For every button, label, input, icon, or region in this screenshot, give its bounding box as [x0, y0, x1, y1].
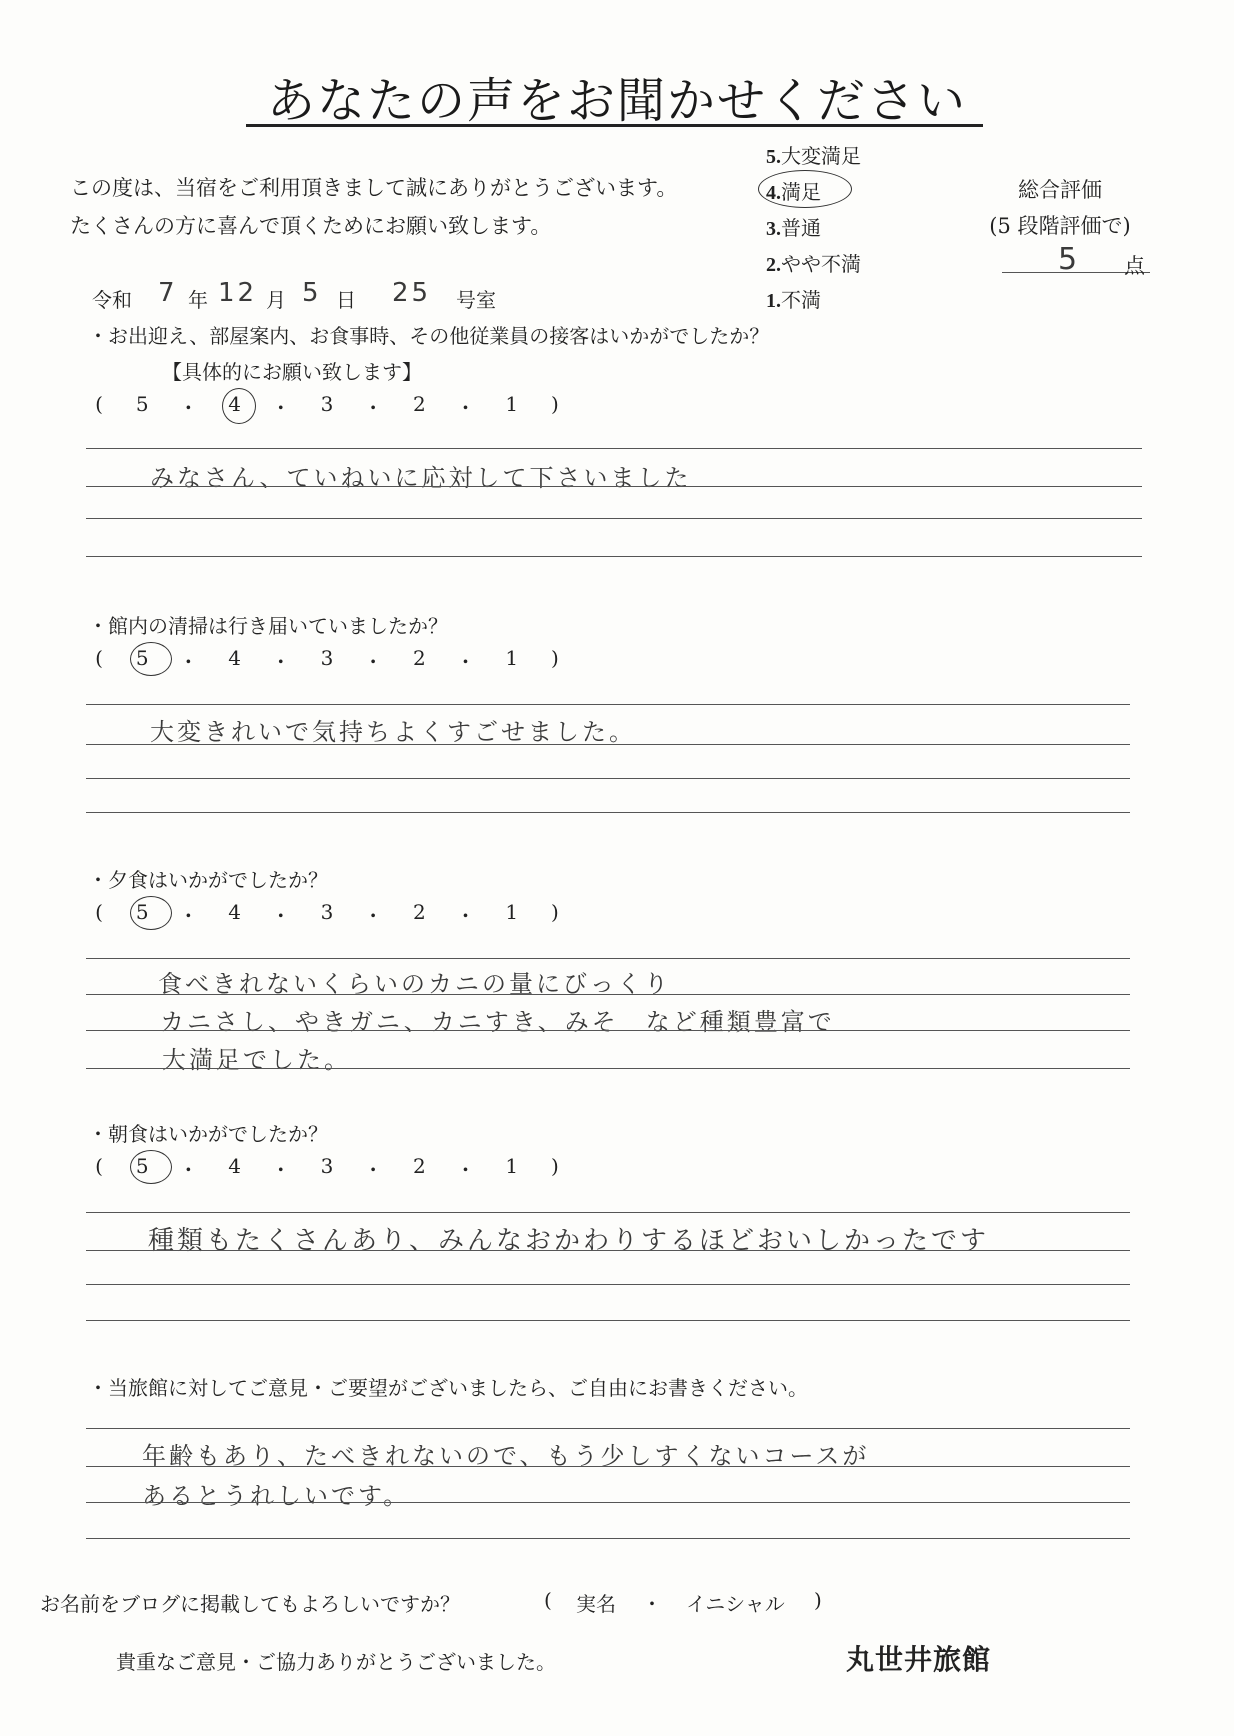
blog-close-paren: ) [814, 1588, 822, 1612]
scale-item-2: 2.やや不満 [766, 252, 861, 276]
rating-breakfast: ( 5 ・ 4 ・ 3 ・ 2 ・ 1 ) [95, 1154, 559, 1182]
answer-breakfast-line-1: 種類もたくさんあり、みんなおかわりするほどおいしかったです [148, 1226, 990, 1256]
scale-item-3: 3.普通 [766, 216, 821, 240]
answer-line [86, 958, 1130, 959]
overall-score: 5 [1058, 242, 1081, 277]
answer-line [86, 486, 1142, 487]
question-breakfast: ・朝食はいかがでしたか？ [88, 1122, 328, 1146]
question-dinner: ・夕食はいかがでしたか？ [88, 868, 328, 892]
answer-line [86, 812, 1130, 813]
answer-line [86, 1068, 1130, 1069]
page-title: あなたの声をお聞かせください [266, 73, 967, 129]
overall-unit: 点 [1124, 254, 1145, 278]
answer-comments-line-1: 年齢もあり、たべきれないので、もう少しすくないコースが [142, 1442, 870, 1470]
answer-line [86, 1320, 1130, 1321]
rating-dinner-selected-circle [130, 896, 172, 930]
visit-month-label: 月 [266, 288, 286, 312]
intro-line-2: たくさんの方に喜んで頂くためにお願い致します。 [70, 214, 552, 238]
answer-dinner-line-3: 大満足でした。 [162, 1046, 351, 1074]
rating-cleaning-selected-circle [130, 642, 172, 676]
visit-year: 7 [158, 278, 178, 308]
answer-line [86, 1030, 1130, 1031]
rating-cleaning: ( 5 ・ 4 ・ 3 ・ 2 ・ 1 ) [95, 646, 559, 674]
answer-line [86, 556, 1142, 557]
answer-line [86, 1466, 1130, 1467]
scale-selected-circle [758, 170, 852, 208]
answer-dinner-line-1: 食べきれないくらいのカニの量にびっくり [158, 970, 671, 998]
intro-line-1: この度は、当宿をご利用頂きまして誠にありがとうございます。 [70, 176, 678, 200]
answer-staff-line-1: みなさん、ていねいに応対して下さいました [150, 464, 692, 492]
inn-name: 丸世井旅館 [846, 1643, 992, 1676]
answer-cleaning-line-1: 大変きれいで気持ちよくすごせました。 [150, 718, 636, 746]
rating-breakfast-selected-circle [130, 1150, 172, 1184]
visit-room: 25 [392, 278, 432, 308]
answer-dinner-line-2: カニさし、やきガニ、カニすき、みそ など種類豊富で [160, 1008, 835, 1036]
scale-item-5: 5.大変満足 [766, 144, 861, 168]
answer-line [86, 1250, 1130, 1251]
answer-line [86, 778, 1130, 779]
answer-line [86, 994, 1130, 995]
question-staff: ・お出迎え、部屋案内、お食事時、その他従業員の接客はいかがでしたか？ [88, 324, 770, 348]
blog-question: お名前をブログに掲載してもよろしいですか？ [40, 1592, 460, 1616]
visit-day: 5 [302, 278, 322, 308]
visit-day-label: 日 [336, 288, 356, 312]
title-underline [246, 124, 983, 127]
visit-room-label: 号室 [456, 288, 496, 312]
answer-comments-line-2: あるとうれしいです。 [142, 1482, 411, 1510]
overall-subtitle: (5 段階評価で) [989, 214, 1131, 238]
blog-separator: ・ [642, 1592, 662, 1616]
answer-line [86, 448, 1142, 449]
answer-line [86, 1212, 1130, 1213]
visit-era: 令和 [92, 288, 132, 312]
rating-dinner: ( 5 ・ 4 ・ 3 ・ 2 ・ 1 ) [95, 900, 559, 928]
blog-open-paren: ( [544, 1588, 552, 1612]
blog-option-real-name: 実名 [576, 1592, 616, 1616]
answer-line [86, 704, 1130, 705]
question-comments: ・当旅館に対してご意見・ご要望がございましたら、ご自由にお書きください。 [88, 1376, 808, 1400]
answer-line [86, 1284, 1130, 1285]
blog-option-initials: イニシャル [686, 1592, 785, 1616]
visit-year-label: 年 [188, 288, 208, 312]
rating-staff-selected-circle [222, 388, 256, 424]
thanks-message: 貴重なご意見・ご協力ありがとうございました。 [116, 1650, 556, 1674]
answer-line [86, 744, 1130, 745]
overall-title: 総合評価 [1018, 178, 1102, 202]
scale-item-1: 1.不満 [766, 288, 821, 312]
question-cleaning: ・館内の清掃は行き届いていましたか？ [88, 614, 448, 638]
answer-line [86, 1502, 1130, 1503]
answer-line [86, 518, 1142, 519]
answer-line [86, 1428, 1130, 1429]
question-staff-note: 【具体的にお願い致します】 [162, 360, 422, 384]
rating-staff: ( 5 ・ 4 ・ 3 ・ 2 ・ 1 ) [95, 392, 559, 420]
scale-item-4: 4.満足 [766, 180, 821, 204]
visit-month: 12 [218, 278, 258, 308]
answer-line [86, 1538, 1130, 1539]
